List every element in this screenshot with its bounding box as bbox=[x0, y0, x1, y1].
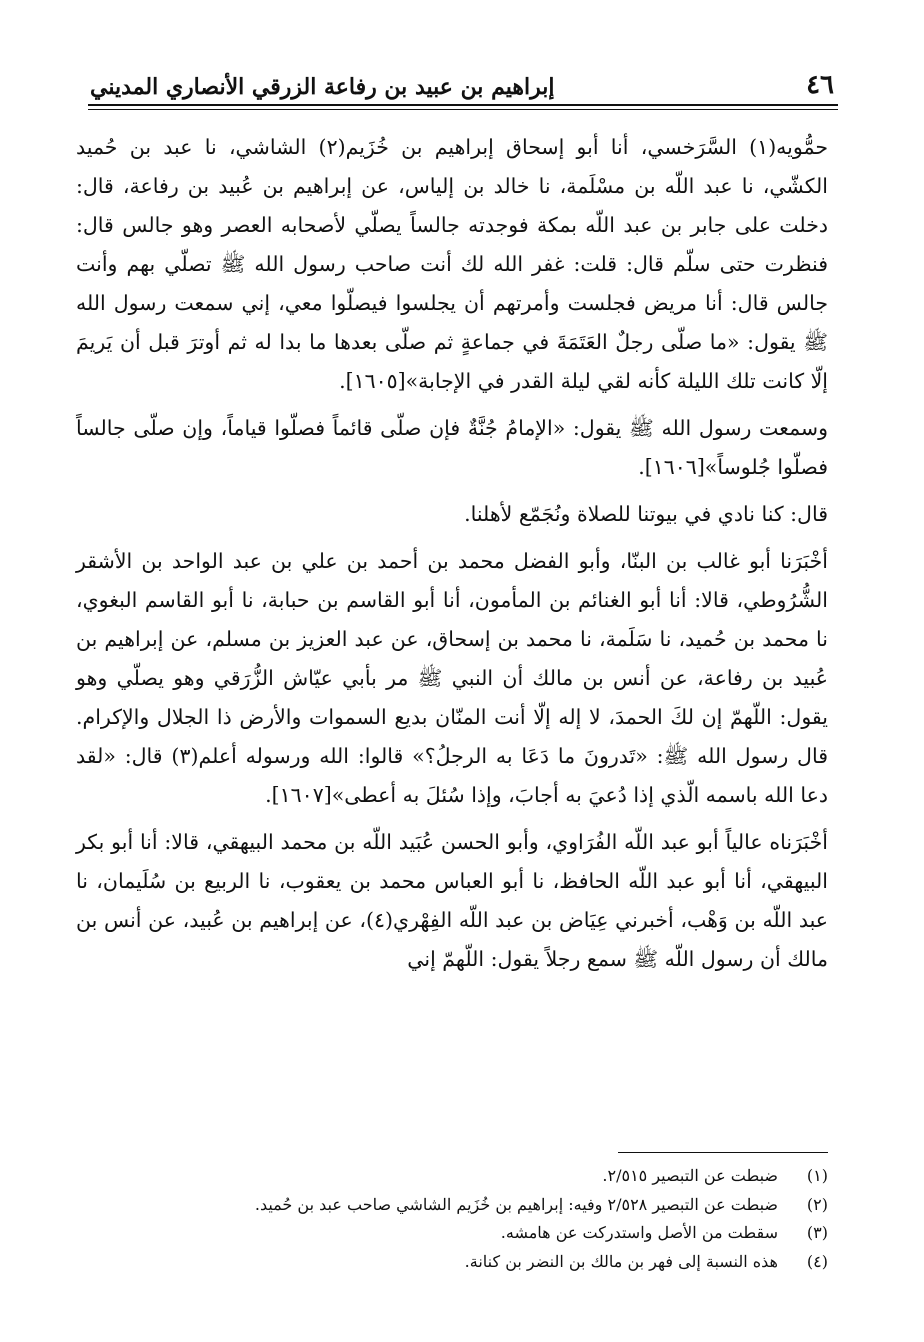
main-text bbox=[76, 128, 828, 987]
footnotes bbox=[150, 1162, 828, 1276]
paragraph: أخْبَرَنا أبو غالب بن البنّا، وأبو الفضل محمد بن أحمد بن علي بن عبد الواحد بن الأشقر الشُّرُوطي، قالا: أنا أبو الغنائم بن المأمون، أنا أبو القاسم بن حبابة، نا أبو القاسم البغوي، نا محمد بن حُميد، نا سَلَمة، نا محمد بن إسحاق، عن عبد العزيز بن مسلم، عن إبراهيم بن عُبيد بن رفاعة، عن أنس بن مالك أن النبي ﷺ مر بأبي عيّاش الزُّرَقي وهو يصلّي وهو يقول: اللّهمّ إن لكَ الحمدَ، لا إله إلّا أنت المنّان بديع السموات والأرض ذا الجلال والإكرام. قال رسول الله ﷺ: «تَدرونَ ما دَعَا به الرجلُ؟» قالوا: الله ورسوله أعلم(٣) قال: «لقد دعا الله باسمه الّذي إذا دُعيَ به أجابَ، وإذا سُئلَ به أعطى»[١٦٠٧]. bbox=[76, 549, 828, 807]
footnote-number: (١) bbox=[806, 1166, 828, 1185]
paragraph: قال: كنا نادي في بيوتنا للصلاة ونُجَمّع لأهلنا. bbox=[464, 502, 828, 526]
footnote-number: (٢) bbox=[806, 1194, 828, 1214]
page-header bbox=[90, 64, 834, 100]
page-number: ٤٦ bbox=[806, 70, 834, 100]
paragraph: أخْبَرَناه عالياً أبو عبد اللّه الفُرَاوي، وأبو الحسن عُبَيد اللّه بن محمد البيهقي، قالا: أنا أبو بكر البيهقي، أنا أبو عبد اللّه الحافظ، نا أبو العباس محمد بن يعقوب، نا الربيع بن سُلَيمان، نا عبد اللّه بن وَهْب، أخبرني عِيَاض بن عبد اللّه الفِهْري(٤)، عن إبراهيم بن عُبيد، عن أنس بن مالك أن رسول اللّه ﷺ سمع رجلاً يقول: اللّهمّ إني bbox=[76, 830, 828, 971]
footnote-number: (٤) bbox=[806, 1251, 828, 1271]
footnote-separator bbox=[618, 1152, 828, 1153]
footnote bbox=[150, 1219, 828, 1248]
footnote bbox=[150, 1248, 828, 1277]
footnote bbox=[150, 1191, 828, 1220]
footnote-number: (٣) bbox=[806, 1223, 828, 1242]
header-rule-thin bbox=[88, 109, 838, 110]
footnote bbox=[150, 1162, 828, 1191]
header-rule bbox=[88, 104, 838, 106]
footnote-text: سقطت من الأصل واستدركت عن هامشه. bbox=[500, 1223, 778, 1242]
paragraph: حمُّويه(١) السَّرَخسي، أنا أبو إسحاق إبراهيم بن خُزَيم(٢) الشاشي، نا عبد بن حُميد الكشّي، نا عبد اللّه بن مسْلَمة، نا خالد بن إلياس، عن إبراهيم بن عُبيد بن رفاعة، قال: دخلت على جابر بن عبد اللّه بمكة فوجدته جالساً يصلّي لأصحابه العصر وهو جالس قال: فنظرت حتى سلّم قال: قلت: غفر الله لك أنت صاحب رسول الله ﷺ تصلّي بهم وأنت جالس قال: أنا مريض فجلست وأمرتهم أن يجلسوا فيصلّوا معي، إني سمعت رسول الله ﷺ يقول: «ما صلّى رجلٌ العَتَمَةَ في جماعةٍ ثم صلّى بعدها ما بدا له ثم أوترَ قبل أن يَريمَ إلّا كانت تلك الليلة كأنه لقي ليلة القدر في الإجابة»[١٦٠٥]. bbox=[76, 135, 828, 393]
footnote-text: ضبطت عن التبصير ٢/٥٢٨ وفيه: إبراهيم بن خُزَيم الشاشي صاحب عبد بن حُميد. bbox=[254, 1194, 778, 1214]
running-title: إبراهيم بن عبيد بن رفاعة الزرقي الأنصاري المديني bbox=[90, 74, 555, 100]
footnote-text: هذه النسبة إلى فهر بن مالك بن النضر بن كنانة. bbox=[464, 1251, 778, 1271]
paragraph: وسمعت رسول الله ﷺ يقول: «الإمامُ جُنَّةٌ فإن صلّى قائماً فصلّوا قياماً، وإن صلّى جالساً فصلّوا جُلوساً»[١٦٠٦]. bbox=[76, 416, 828, 479]
footnote-text: ضبطت عن التبصير ٢/٥١٥. bbox=[602, 1166, 778, 1185]
